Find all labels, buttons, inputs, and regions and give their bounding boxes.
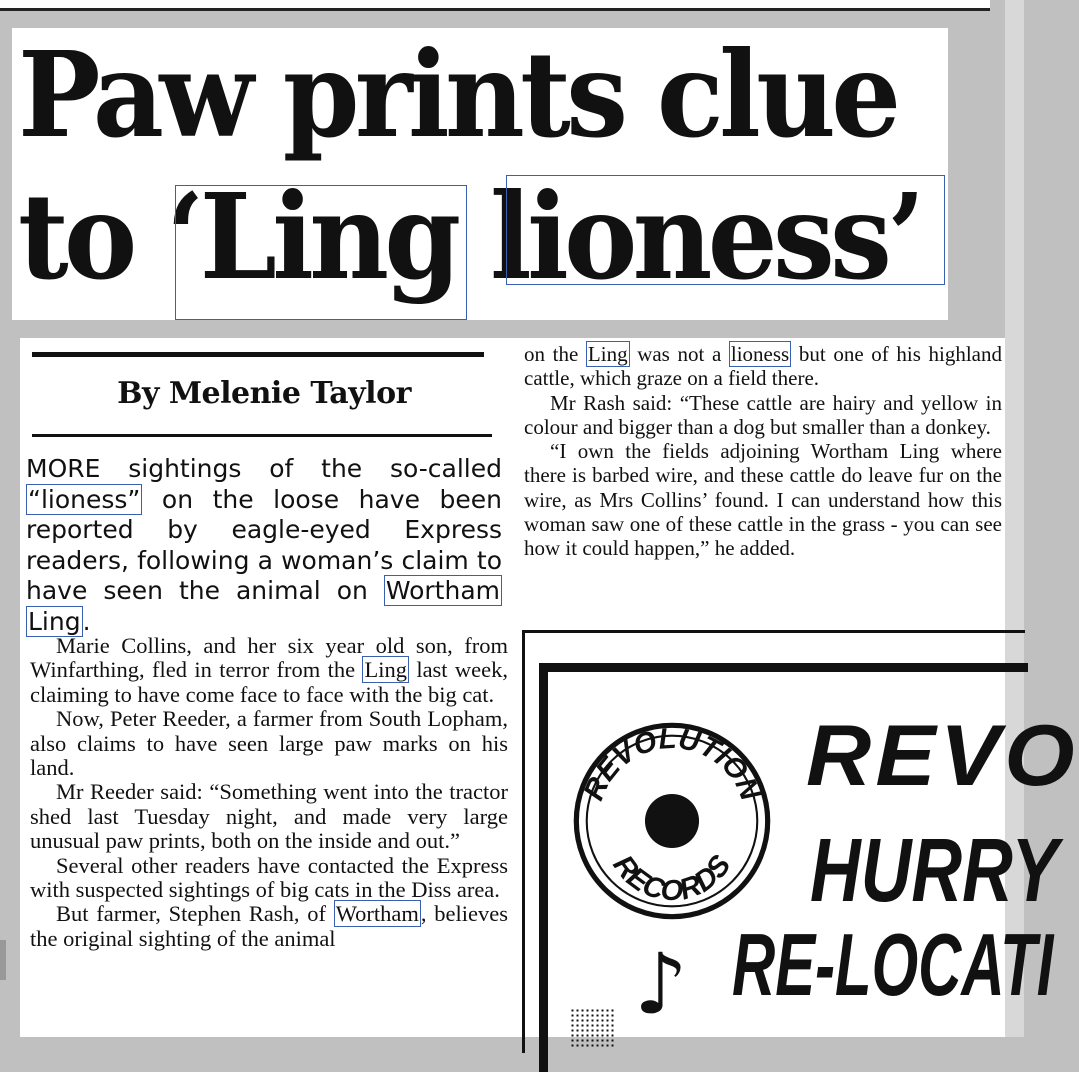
headline-prefix: to ‘ [18, 167, 200, 306]
advert-word-1: REVO [806, 708, 1079, 804]
headline-panel [12, 25, 948, 320]
paragraph-text: but one of his highland cattle, which graze on a field there. [524, 342, 1002, 391]
highlight-wortham: Wortham [385, 576, 500, 605]
highlight-wortham: Wortham [335, 901, 419, 927]
paragraph: Mr Rash said: “These cattle are hairy and yellow in colour and bigger than a dog but smaller than a donkey. [524, 390, 1002, 439]
advertisement [522, 630, 1079, 1053]
lead-paragraph [26, 454, 502, 637]
paragraph-text: on the [524, 342, 586, 366]
column-1-body [30, 634, 508, 951]
paragraph-text: But farmer, Stephen Rash, of [56, 901, 334, 927]
highlight-lioness: “lioness” [28, 484, 141, 514]
logo-text-top-path: REVOLUTION [577, 722, 767, 805]
paragraph: Mr Reeder said: “Something went into the tractor shed last Tuesday night, and made very large unusual paw prints, both on the inside and out.” [30, 779, 508, 854]
paragraph [30, 902, 508, 951]
paragraph [30, 634, 508, 707]
halftone-patch [570, 1008, 614, 1048]
advert-word-2: HURRY [810, 821, 1059, 921]
top-rule [0, 0, 990, 11]
advertisement-frame [539, 663, 1079, 1072]
article [20, 338, 1079, 1037]
headline-word-lioness: lioness [490, 167, 888, 306]
logo-text-bottom-path: RECORDS [606, 849, 738, 908]
lead-text: on the loose have been reported by eagle-eyed Express readers, following a woman’s claim to have seen the animal on [26, 484, 502, 605]
paragraph: Several other readers have contacted the Express with suspected sightings of big cats in the Diss area. [30, 852, 508, 903]
headline-word-ling: Ling [199, 167, 457, 306]
record-label-dot [645, 794, 699, 848]
headline-suffix: ’ [887, 167, 921, 306]
paragraph-text: was not a [629, 342, 729, 366]
paragraph: Now, Peter Reeder, a farmer from South Lopham, also claims to have seen large paw marks on his land. [30, 706, 508, 781]
paragraph-text: Marie Collins, and her six year old son, from Winfarthing, fled in terror from the [30, 633, 508, 683]
paragraph-text: , believes the original sighting of the animal [30, 901, 509, 951]
lead-text: MORE sightings of the so-called [26, 454, 502, 483]
advert-word-3: RE-LOCATI [732, 915, 1054, 1014]
highlight-ling: Ling [587, 342, 628, 366]
paragraph: “I own the fields adjoining Wortham Ling where there is barbed wire, and these cattle do leave fur on the wire, as Mrs Collins’ found. I can understand how this woman saw one of these cattle in the grass - you can see how it could happen,” he added. [524, 439, 1002, 561]
paragraph-text: last week, claiming to have come face to face with the big cat. [30, 657, 509, 707]
rule-top [32, 352, 484, 357]
headline-line-1: Paw prints clue [18, 25, 897, 164]
highlight-ling: Ling [364, 657, 407, 683]
highlight-box-lioness [506, 175, 945, 285]
scan-mark [0, 940, 6, 980]
highlight-ling: Ling [28, 606, 81, 636]
music-note-icon: ♪ [634, 935, 688, 1033]
highlight-box-ling [175, 185, 467, 320]
column-2 [524, 342, 1002, 561]
highlight-lioness: lioness [730, 342, 790, 366]
rule-bottom [32, 434, 492, 437]
byline: By Melenie Taylor [117, 376, 411, 411]
record-logo [568, 717, 776, 925]
paragraph [524, 342, 1002, 391]
lead-text: . [82, 606, 91, 636]
